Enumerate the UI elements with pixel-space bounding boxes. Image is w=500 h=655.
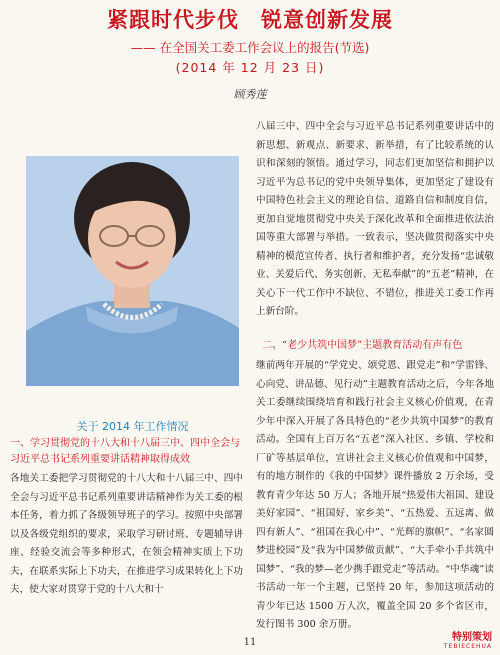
article-subtitle: —— 在全国关工委工作会议上的报告(节选) [130, 40, 370, 55]
column-tag-label: 特别策划 [452, 632, 492, 643]
portrait-photo [26, 156, 239, 386]
article-title: 紧跟时代步伐 锐意创新发展 [107, 8, 393, 32]
section1-body-continued: 八届三中、四中全会与习近平总书记系列重要讲话中的新思想、新观点、新要求、新举措，有了比较系统的认识和深刻的领悟。通过学习，同志们更加坚信和拥护以习近平为总书记的党中央领导集体，更加坚定了建设有中国特色社会主义的理论自信、道路自信和制度自信，更加自觉地贯彻党中央关于深化改革和全面推进依法治国等重大部署与举措。一致表示，坚决做贯彻落实中央精神的模范宣传者、执行者和维护者，充分发扬“忠诚敬业、关爱后代、务实创新、无私奉献”的“五老”精神，在关心下一代工作中不缺位、不错位，推进关工委工作再上新台阶。 [256, 121, 494, 317]
article-date: (2014 年 12 月 23 日) [175, 60, 325, 75]
article-author: 顾秀莲 [233, 88, 267, 101]
section2-heading: 二、“老少共筑中国梦”主题教育活动有声有色 [262, 340, 463, 351]
section2-body: 继前两年开展的“学党史、颂党恩、跟党走”和“学雷锋、心向党、讲品德、见行动”主题教育活动之后，今年各地关工委继续围绕培育和践行社会主义核心价值观，在青少年中深入开展了各具特色的“老少共筑中国梦”的教育活动。全国有上百万名“五老”深入社区、乡镇、学校和厂矿等基层单位，宣讲社会主义核心价值观和中国梦，有的地方制作的《我的中国梦》课件播放 2 万余场，受教育青少年达 50 万人；各地开展“热爱伟大祖国、建设美好家园”、“祖国好、家乡美”、“五热爱、五远离、做四有新人”、“祖国在我心中”、“光辉的旗帜”、“名家圆梦进校园”及“我为中国梦做贡献”、“大手牵小手共筑中国梦”、“我的梦—老少携手跟党走”等活动。“中华魂”读书活动一年一个主题，已坚持 20 年，参加这项活动的青少年已达 1500 万人次，覆盖全国 20 多个省区市，发行图书 300 余万册。 [256, 360, 494, 630]
section1-body: 各地关工委把学习贯彻党的十八大和十八届三中、四中全会与习近平总书记系列重要讲话精神作为关工委的根本任务，着力抓了各级领导班子的学习。按照中央部署以及各级党组织的要求，采取学习研讨班、专题辅导讲座、经验交流会等多种形式，在领会精神实质上下功夫，在联系实际上下功夫，在推进学习成果转化上下功夫，使大家对贯穿于党的十八大和十 [10, 473, 243, 595]
photo-caption: 关于 2014 年工作情况 [76, 420, 189, 433]
section1-heading: 一、学习贯彻党的十八大和十八届三中、四中全会与习近平总书记系列重要讲话精神取得成效 [10, 438, 240, 465]
page-number: 11 [243, 637, 257, 648]
column-tag [444, 628, 492, 650]
column-tag-pinyin: TEBIECEHUA [443, 643, 492, 650]
